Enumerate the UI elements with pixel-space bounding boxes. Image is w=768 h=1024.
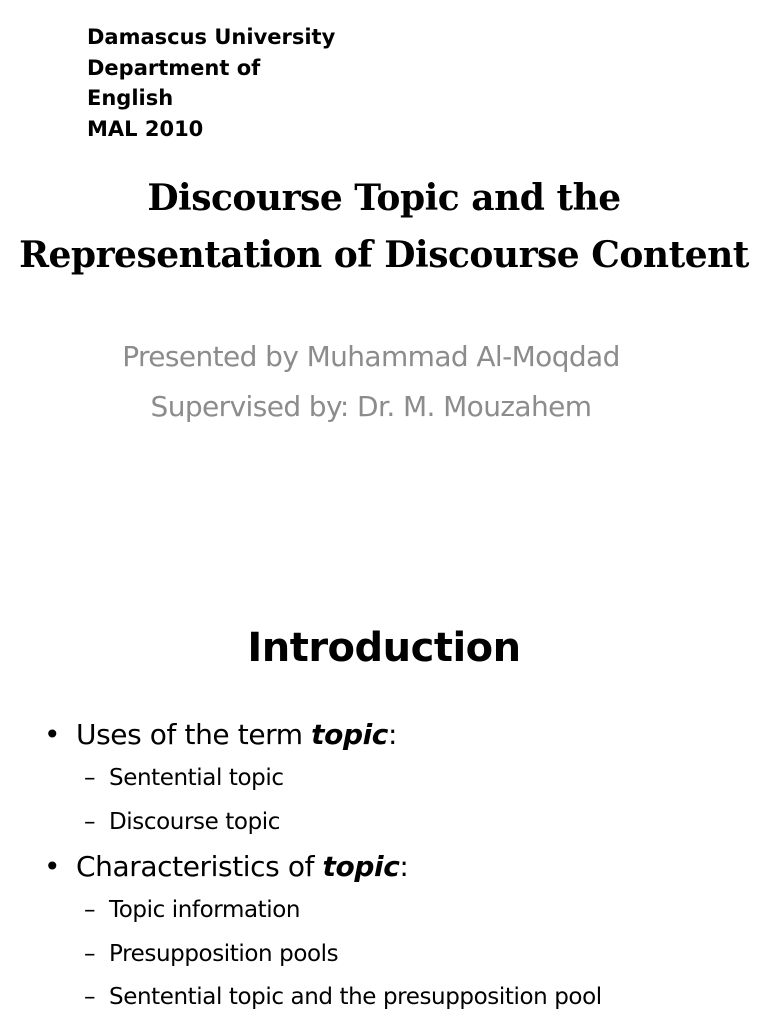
bullet-marker: • — [44, 850, 61, 883]
slide-heading: Introduction — [247, 625, 521, 671]
sub-bullet — [44, 889, 764, 933]
program-year: MAL 2010 — [87, 116, 204, 141]
supervisor-line: Supervised by: Dr. M. Mouzahem — [150, 390, 592, 423]
bullet-keyword: topic — [322, 850, 400, 883]
sub-bullet-text: Sentential topic and the presupposition pool — [109, 984, 602, 1010]
bullet-prefix: Characteristics of — [76, 850, 323, 883]
university-name: Damascus University — [87, 25, 336, 49]
presenter-line: Presented by Muhammad Al-Moqdad — [122, 340, 620, 373]
introduction-slide — [0, 512, 768, 1024]
sub-bullet-marker: – — [84, 940, 96, 967]
sub-bullet-marker: – — [84, 765, 96, 791]
bullet-keyword: topic — [311, 718, 389, 751]
sub-bullet — [44, 933, 764, 977]
bullet-marker: • — [44, 718, 61, 751]
bullet-list — [44, 712, 764, 1020]
department-line-1: Department of — [87, 55, 261, 80]
affiliation-block — [87, 22, 387, 144]
sub-bullet-marker: – — [84, 808, 96, 835]
presenters-block — [0, 332, 742, 432]
department-line-2: English — [87, 86, 174, 110]
bullet-prefix: Uses of the term — [76, 718, 312, 751]
bullet-suffix: : — [399, 850, 409, 883]
bullet-suffix: : — [388, 718, 398, 751]
title-line-2: Representation of Discourse Content — [19, 234, 749, 276]
sub-bullet-marker: – — [84, 897, 96, 923]
bullet-characteristics-of-topic — [44, 844, 764, 889]
sub-bullet-text: Topic information — [109, 897, 301, 923]
sub-bullet-text: Discourse topic — [109, 808, 281, 835]
sub-bullet-marker: – — [84, 984, 96, 1010]
sub-bullet-text: Sentential topic — [109, 765, 284, 791]
sub-bullet — [44, 757, 764, 801]
title-line-1: Discourse Topic and the — [147, 177, 621, 219]
slide-title — [0, 170, 768, 284]
bullet-uses-of-topic — [44, 712, 764, 757]
sub-bullet — [44, 801, 764, 845]
sub-bullet — [44, 976, 764, 1020]
sub-bullet-text: Presupposition pools — [109, 940, 339, 967]
